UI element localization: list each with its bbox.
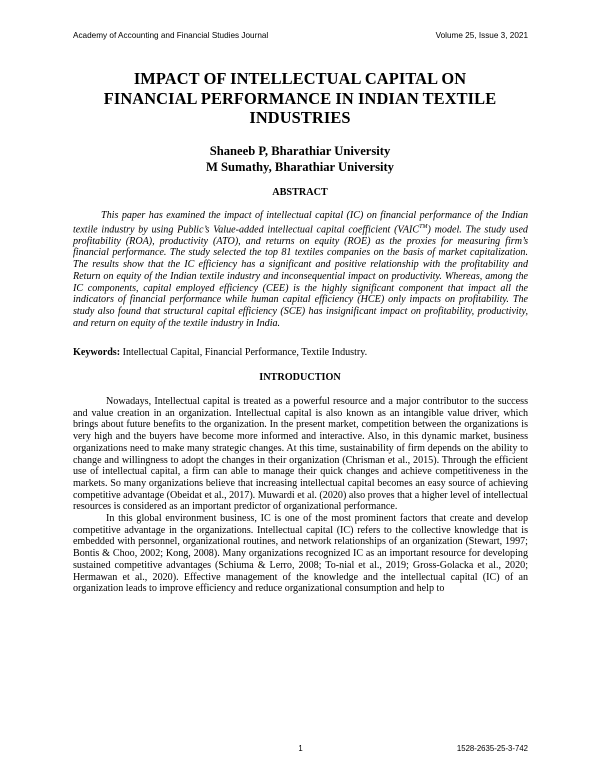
title-line-3: INDUSTRIES — [249, 108, 351, 127]
keywords — [73, 347, 540, 358]
intro-paragraph-2: In this global environment business, IC is one of the most prominent factors that create and develop competitive advantage in the organizations. Intellectual capital (IC) refers to the collective knowledge that is embedded with personnel, organizational routines, and network relationships of an organization (Stewart, 1997; Bontis & Choo, 2002; Kong, 2008). Many organizations recognized IC as an important resource for developing sustained competitive advantages (Schiuma & Lerro, 2008; To-nial et al., 2019; Gross-Golacka et al., 2020; Hermawan et al., 2020). Effective management of the knowledge and the intellectual capital (IC) of an organization leads to improve efficiency and reduce organizational consumption and help to — [73, 513, 528, 595]
intro-paragraph-1: Nowadays, Intellectual capital is treated as a powerful resource and a major contributor to the success and value creation in an organization. Intellectual capital is also known as an intangible value driver, which brings about future benefits to the organization. In the present market, competition between the organizations is very high and the buyers have become more informed and interactive. Also, in this dynamic market, business organizations need to make many strategic changes. At this time, sustainability of firm depends on the ability to change and willingness to adopt the changes in their organization (Chrisman et al., 2015). Through the efficient use of intellectual capital, a firm can able to manage their quick changes and achieve competitiveness in the markets. So many organizations believe that increasing intellectual capital becomes an easy source of achieving competitive advantage (Obeidat et al., 2017). Muwardi et al. (2020) also proves that a higher level of intellectual resources is considered as an important predictor of organizational performance. — [73, 396, 528, 513]
abstract-heading: ABSTRACT — [272, 187, 328, 198]
author-1: Shaneeb P, Bharathiar University — [209, 144, 391, 158]
introduction-body — [73, 396, 528, 595]
author-list — [60, 143, 540, 175]
introduction-heading: INTRODUCTION — [259, 372, 341, 383]
volume-issue: Volume 25, Issue 3, 2021 — [435, 31, 528, 40]
abstract-part-1: This paper has examined the impact of intellectual capital (IC) on financial performance of the Indian textile industry by using Public’s Value-added intellectual capital coefficient (VAIC — [73, 210, 528, 236]
abstract-text — [73, 210, 528, 329]
keywords-text: Intellectual Capital, Financial Performance, Textile Industry. — [120, 347, 368, 358]
title-line-1: IMPACT OF INTELLECTUAL CAPITAL ON — [133, 69, 467, 88]
journal-name: Academy of Accounting and Financial Studies Journal — [73, 31, 269, 40]
paper-title — [60, 69, 540, 128]
article-code: 1528-2635-25-3-742 — [456, 744, 528, 753]
trademark-superscript: TM — [419, 223, 428, 230]
running-header — [73, 31, 528, 40]
abstract-part-2: ) model. The study used profitability (ROA), productivity (ATO), and returns on equity (ROE) as the proxies for measuring firm’s financial performance. The study selected the top 81 textiles companies on the basis of market capitalization. The results show that the IC efficiency has a significant and positive relationship with the profitability and Return on equity of the Indian textile industry and inconsequential impact on productivity. Whereas, among the IC components, capital employed efficiency (CEE) is the highly significant component that impact all the indicators of financial performance while human capital efficiency (HCE) only impacts on profitability. The study also found that structural capital efficiency (SCE) has insignificant impact on profitability, productivity, and return on equity of the textile industry in India. — [73, 224, 528, 329]
page-number: 1 — [298, 744, 303, 753]
keywords-label: Keywords: — [73, 347, 121, 358]
author-2: M Sumathy, Bharathiar University — [206, 160, 394, 174]
title-line-2: FINANCIAL PERFORMANCE IN INDIAN TEXTILE — [103, 88, 497, 108]
